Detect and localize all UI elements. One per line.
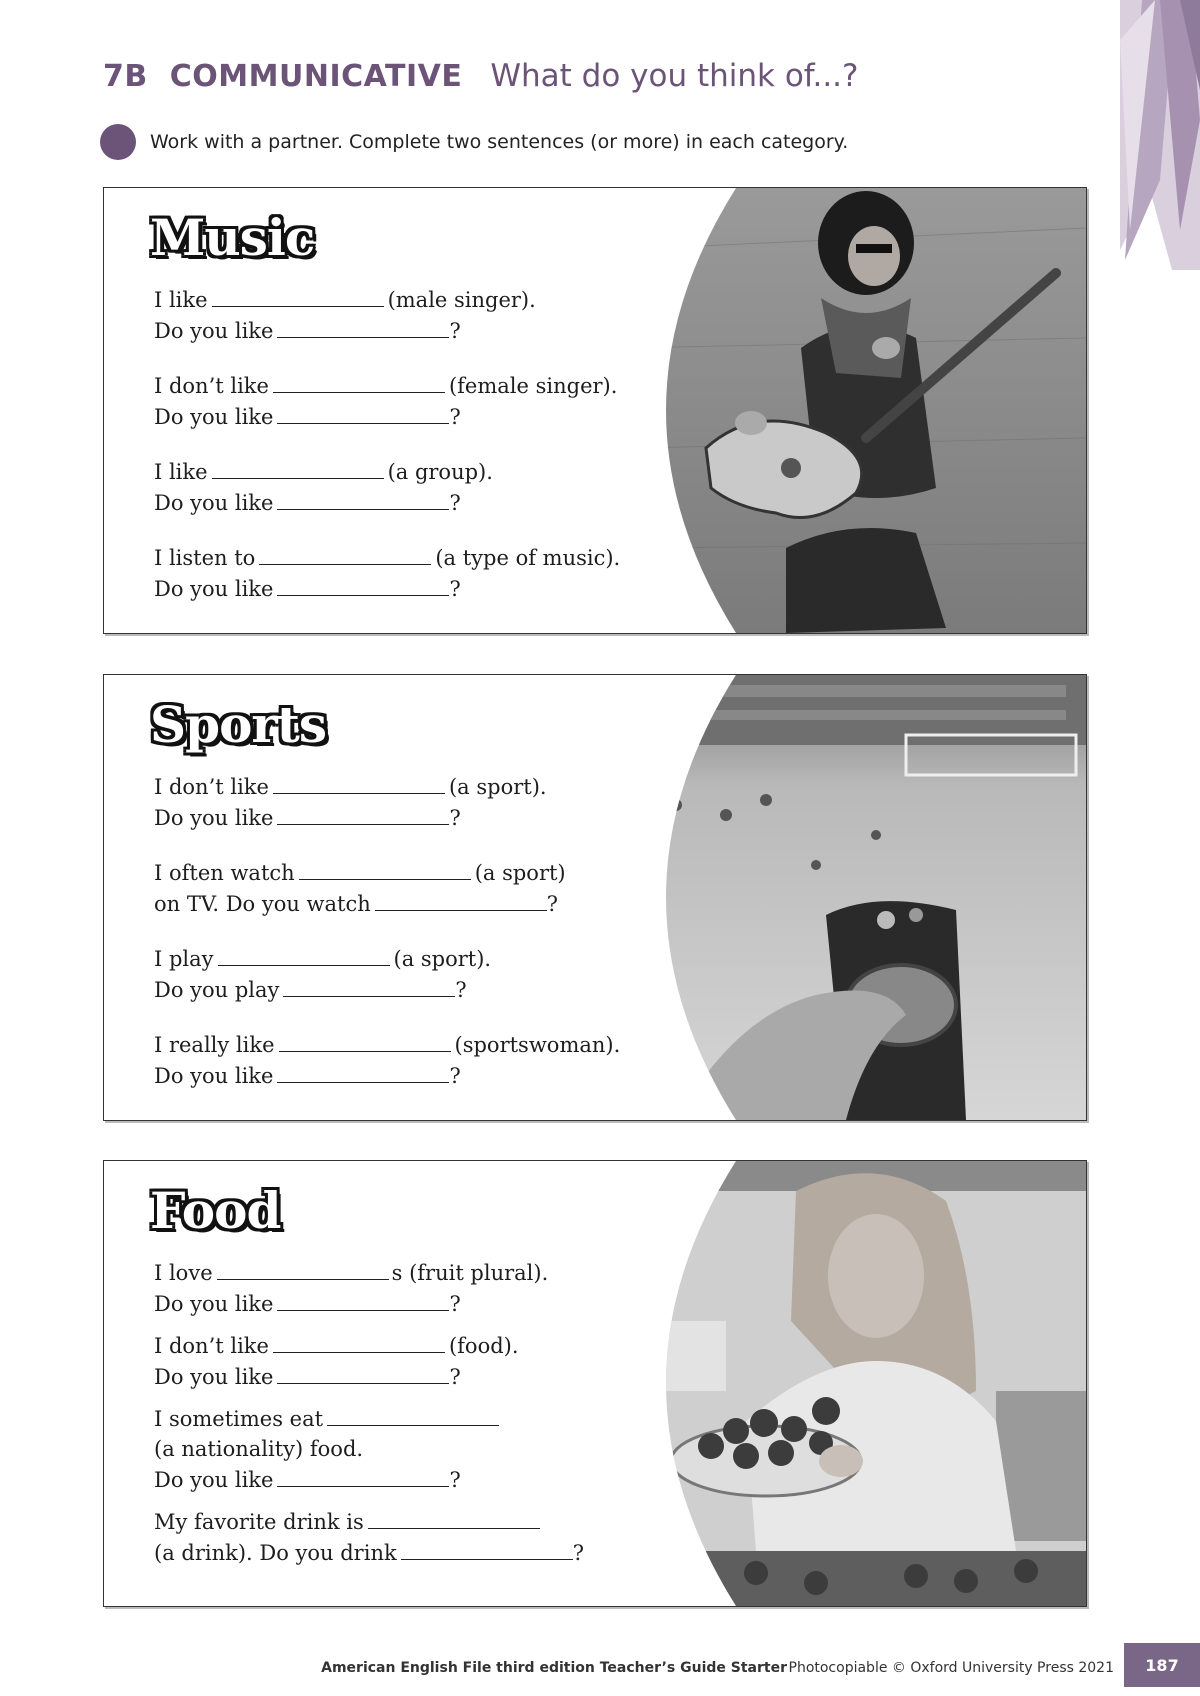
answer-blank[interactable]	[327, 1403, 499, 1426]
food-items	[154, 1257, 584, 1568]
sports-items	[154, 771, 620, 1091]
food-item-1: I love s (fruit plural). Do you like ?	[154, 1257, 584, 1319]
music-items	[154, 284, 620, 604]
tv-remote-photo	[616, 675, 1086, 1120]
answer-blank[interactable]	[277, 315, 449, 338]
music-item-4: I listen to (a type of music). Do you like ?	[154, 542, 620, 604]
lesson-type: COMMUNICATIVE	[169, 59, 463, 94]
sports-heading: Sports	[150, 695, 327, 754]
answer-blank[interactable]	[277, 802, 449, 825]
corner-decoration	[1120, 0, 1200, 270]
answer-blank[interactable]	[217, 1257, 389, 1280]
guitarist-photo	[616, 188, 1086, 633]
music-item-2: I don’t like (female singer). Do you like ?	[154, 370, 620, 432]
food-item-4: My favorite drink is (a drink). Do you drink ?	[154, 1506, 584, 1568]
answer-blank[interactable]	[212, 284, 384, 307]
sports-item-4: I really like (sportswoman). Do you like ?	[154, 1029, 620, 1091]
bullet-icon	[100, 124, 136, 160]
sports-item-2: I often watch (a sport) on TV. Do you watch ?	[154, 857, 620, 919]
music-item-3: I like (a group). Do you like ?	[154, 456, 620, 518]
footer-book-title: American English File third edition Teacher’s Guide Starter	[321, 1660, 787, 1676]
music-panel	[103, 187, 1087, 634]
food-item-3: I sometimes eat (a nationality) food. Do you like ?	[154, 1403, 584, 1495]
food-heading: Food	[150, 1181, 281, 1240]
answer-blank[interactable]	[283, 974, 455, 997]
answer-blank[interactable]	[273, 370, 445, 393]
answer-blank[interactable]	[277, 1288, 449, 1311]
answer-blank[interactable]	[273, 771, 445, 794]
lesson-code: 7B	[103, 59, 148, 94]
music-heading: Music	[150, 208, 315, 267]
instruction	[100, 124, 848, 160]
answer-blank[interactable]	[273, 1330, 445, 1353]
answer-blank[interactable]	[277, 1060, 449, 1083]
food-item-2: I don’t like (food). Do you like ?	[154, 1330, 584, 1392]
food-panel	[103, 1160, 1087, 1607]
answer-blank[interactable]	[277, 1464, 449, 1487]
answer-blank[interactable]	[277, 573, 449, 596]
answer-blank[interactable]	[401, 1537, 573, 1560]
sports-panel	[103, 674, 1087, 1121]
answer-blank[interactable]	[299, 857, 471, 880]
answer-blank[interactable]	[259, 542, 431, 565]
page-header	[103, 58, 858, 94]
answer-blank[interactable]	[212, 456, 384, 479]
answer-blank[interactable]	[279, 1029, 451, 1052]
footer	[0, 1648, 1200, 1696]
page-number: 187	[1145, 1655, 1179, 1675]
answer-blank[interactable]	[277, 487, 449, 510]
instruction-text: Work with a partner. Complete two sentences (or more) in each category.	[150, 131, 849, 153]
answer-blank[interactable]	[277, 401, 449, 424]
page-number-tab	[1124, 1643, 1200, 1687]
answer-blank[interactable]	[368, 1506, 540, 1529]
sports-item-1: I don’t like (a sport). Do you like ?	[154, 771, 620, 833]
answer-blank[interactable]	[218, 943, 390, 966]
sports-item-3: I play (a sport). Do you play ?	[154, 943, 620, 1005]
footer-copyright: Photocopiable © Oxford University Press 2021	[788, 1660, 1114, 1676]
page-title: What do you think of...?	[490, 58, 859, 94]
music-item-1: I like (male singer). Do you like ?	[154, 284, 620, 346]
answer-blank[interactable]	[277, 1361, 449, 1384]
strawberries-photo	[616, 1161, 1086, 1606]
answer-blank[interactable]	[375, 888, 547, 911]
